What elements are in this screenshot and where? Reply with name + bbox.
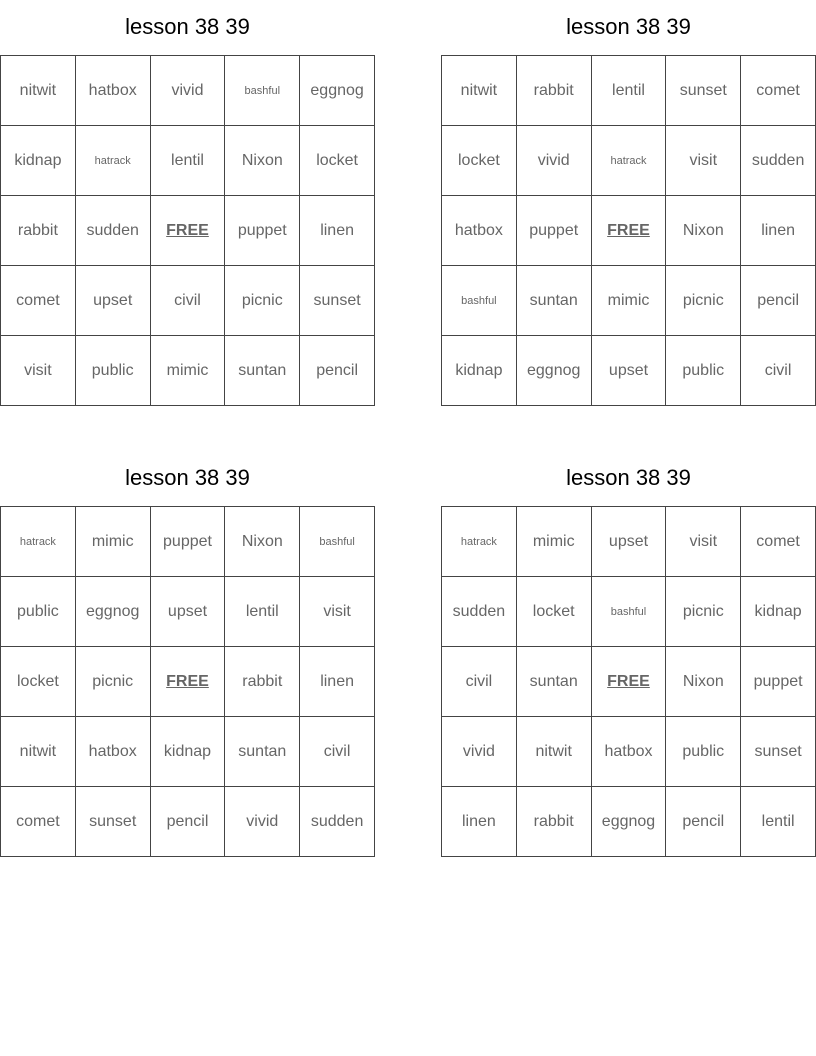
bingo-cell: puppet [150,507,225,577]
card-title: lesson 38 39 [125,14,250,39]
bingo-cell: comet [1,787,76,857]
bingo-cell: mimic [516,507,591,577]
bingo-cell: eggnog [75,577,150,647]
bingo-cell: nitwit [1,56,76,126]
bingo-cell: suntan [225,336,300,406]
bingo-cell: public [75,336,150,406]
bingo-cell: comet [741,507,816,577]
bingo-cell: picnic [75,647,150,717]
bingo-cell: visit [666,126,741,196]
bingo-cell: kidnap [741,577,816,647]
card-title: lesson 38 39 [125,465,250,490]
free-space: FREE [150,647,225,717]
bingo-cell: mimic [150,336,225,406]
bingo-cell: public [666,717,741,787]
bingo-cell: suntan [516,647,591,717]
bingo-cell: suntan [225,717,300,787]
bingo-cell: hatbox [442,196,517,266]
bingo-cell: bashful [300,507,375,577]
bingo-cell: upset [150,577,225,647]
bingo-cell: eggnog [591,787,666,857]
bingo-card-3 [0,451,375,857]
bingo-cell: picnic [225,266,300,336]
bingo-cell: pencil [741,266,816,336]
bingo-cell: sunset [741,717,816,787]
bingo-cell: lentil [150,126,225,196]
bingo-cell: civil [150,266,225,336]
bingo-cell: locket [1,647,76,717]
bingo-cell: hatrack [591,126,666,196]
bingo-cell: picnic [666,266,741,336]
bingo-cell: sunset [75,787,150,857]
bingo-cell: rabbit [1,196,76,266]
bingo-cell: linen [442,787,517,857]
bingo-card-2 [441,0,816,406]
bingo-cell: hatrack [442,507,517,577]
bingo-cell: civil [300,717,375,787]
bingo-cell: sunset [300,266,375,336]
bingo-cell: rabbit [516,56,591,126]
bingo-cell: mimic [75,507,150,577]
bingo-cell: sudden [300,787,375,857]
bingo-cell: pencil [666,787,741,857]
free-space: FREE [591,196,666,266]
bingo-cell: pencil [150,787,225,857]
bingo-cell: vivid [225,787,300,857]
card-title: lesson 38 39 [566,14,691,39]
bingo-cell: nitwit [1,717,76,787]
bingo-cell: bashful [225,56,300,126]
bingo-cell: sunset [666,56,741,126]
bingo-grid [0,506,375,857]
bingo-cell: public [1,577,76,647]
bingo-cell: linen [300,647,375,717]
bingo-cell: visit [666,507,741,577]
bingo-cell: locket [442,126,517,196]
bingo-cell: sudden [442,577,517,647]
bingo-cell: eggnog [300,56,375,126]
bingo-cell: Nixon [666,647,741,717]
bingo-cell: kidnap [1,126,76,196]
bingo-cell: lentil [591,56,666,126]
bingo-cell: hatbox [75,717,150,787]
bingo-cell: civil [741,336,816,406]
bingo-cell: picnic [666,577,741,647]
bingo-cell: sudden [75,196,150,266]
bingo-cell: visit [1,336,76,406]
bingo-cell: suntan [516,266,591,336]
bingo-cell: Nixon [225,126,300,196]
bingo-cell: comet [1,266,76,336]
bingo-grid [441,55,816,406]
free-space: FREE [591,647,666,717]
bingo-cell: Nixon [225,507,300,577]
bingo-cell: locket [300,126,375,196]
bingo-cell: mimic [591,266,666,336]
bingo-cell: pencil [300,336,375,406]
bingo-cell: vivid [516,126,591,196]
bingo-cell: nitwit [442,56,517,126]
card-title: lesson 38 39 [566,465,691,490]
bingo-cell: bashful [442,266,517,336]
bingo-cell: nitwit [516,717,591,787]
bingo-cell: rabbit [225,647,300,717]
bingo-cell: hatrack [75,126,150,196]
bingo-cell: puppet [741,647,816,717]
bingo-cell: eggnog [516,336,591,406]
bingo-cell: Nixon [666,196,741,266]
bingo-cell: sudden [741,126,816,196]
bingo-cell: hatbox [591,717,666,787]
bingo-cell: upset [591,336,666,406]
bingo-card-1 [0,0,375,406]
bingo-cell: vivid [442,717,517,787]
bingo-cell: visit [300,577,375,647]
bingo-grid [0,55,375,406]
bingo-cell: comet [741,56,816,126]
bingo-cell: public [666,336,741,406]
bingo-cell: civil [442,647,517,717]
bingo-cell: puppet [516,196,591,266]
bingo-cell: puppet [225,196,300,266]
bingo-cell: upset [591,507,666,577]
bingo-cell: vivid [150,56,225,126]
bingo-cell: kidnap [442,336,517,406]
free-space: FREE [150,196,225,266]
bingo-cell: lentil [225,577,300,647]
bingo-cell: bashful [591,577,666,647]
bingo-cell: lentil [741,787,816,857]
bingo-cell: rabbit [516,787,591,857]
bingo-cell: upset [75,266,150,336]
bingo-grid [441,506,816,857]
bingo-card-4 [441,451,816,857]
bingo-cell: linen [300,196,375,266]
bingo-cell: linen [741,196,816,266]
bingo-cell: hatrack [1,507,76,577]
bingo-cell: locket [516,577,591,647]
bingo-cell: kidnap [150,717,225,787]
bingo-cell: hatbox [75,56,150,126]
